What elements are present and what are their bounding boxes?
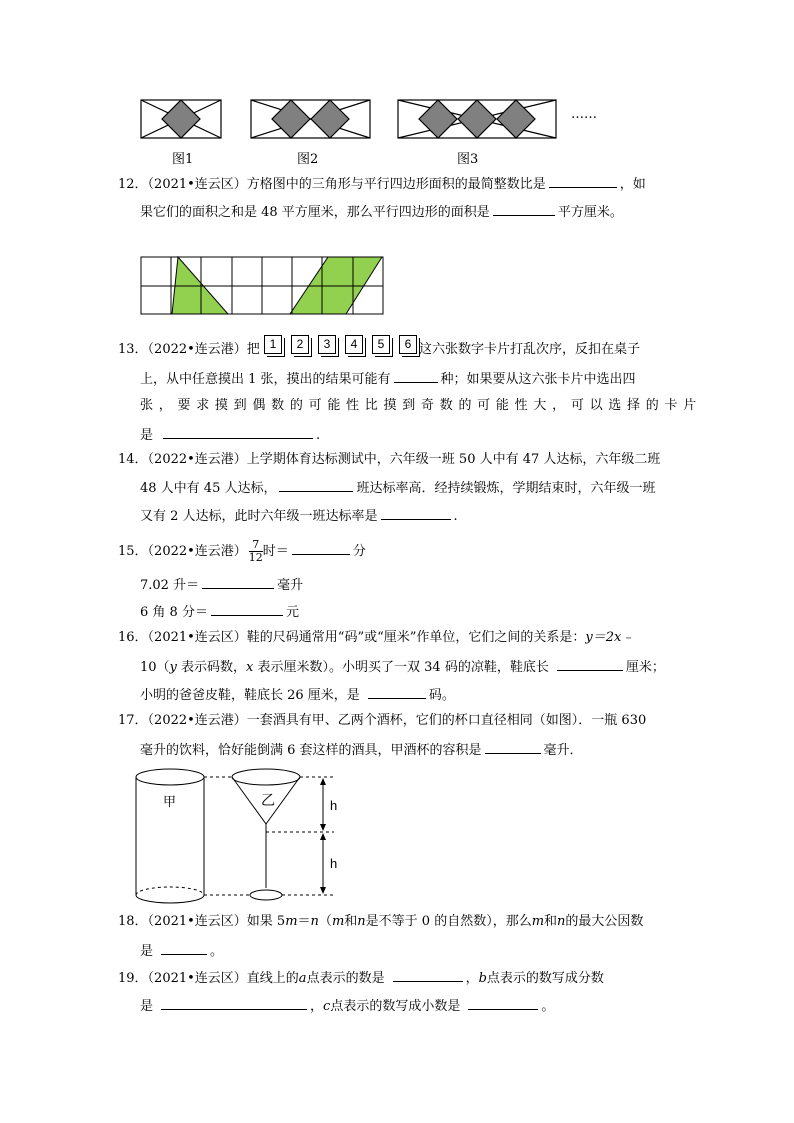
q19-blank-2[interactable] [161, 995, 307, 1010]
q12-grid-figure [140, 256, 385, 316]
q14-line3: 又有 2 人达标，此时六年级一班达标率是 . [140, 505, 458, 527]
cup-yi-label: 乙 [261, 793, 275, 809]
q17-blank-1[interactable] [485, 739, 541, 754]
q15-blank-3[interactable] [211, 601, 283, 616]
q16-line1: 16．（2021•连云区）鞋的尺码通常用“码”或“厘米”作单位，它们之间的关系是：y＝2x﹣ [118, 630, 635, 645]
q13-line1: 13．（2022•连云港）把 1 2 3 4 5 6 这六张数字卡片打乱次序，反扣在桌子 [118, 337, 640, 357]
q12-line1: 12．（2021•连云区）方格图中的三角形与平行四边形面积的最简整数比是 ，如 [118, 173, 646, 195]
card-5: 5 [372, 335, 390, 354]
card-4: 4 [345, 335, 363, 354]
q17-line1: 17．（2022•连云港）一套酒具有甲、乙两个酒杯，它们的杯口直径相同（如图）．一瓶 630 [118, 713, 647, 728]
q19-line2: 是 ，c点表示的数写成小数是 。 [140, 995, 554, 1017]
figure-1-caption: 图1 [172, 152, 194, 167]
card-1: 1 [264, 335, 282, 354]
q19-line1: 19．（2021•连云区）直线上的a点表示的数是 ，b点表示的数写成分数 [118, 967, 604, 989]
height-label-1: h [330, 798, 338, 813]
q16-line2: 10（y 表示码数，x 表示厘米数）。小明买了一双 34 码的凉鞋，鞋底长 厘米； [140, 656, 665, 678]
q15-line1: 15．（2022•连云港） $\frac{7}{12}$ 时＝ 分 [118, 538, 366, 564]
height-label-2: h [330, 856, 338, 871]
q15-line2: 7.02 升＝ 毫升 [140, 574, 303, 596]
figure-3 [398, 100, 556, 138]
q12-line2: 果它们的面积之和是 48 平方厘米，那么平行四边形的面积是 平方厘米。 [140, 201, 623, 223]
q12-blank-1[interactable] [549, 173, 617, 188]
q13-blank-1[interactable] [394, 368, 438, 383]
card-6: 6 [399, 335, 417, 354]
q14-line2: 48 人中有 45 人达标， 班达标率高．经持续锻炼，学期结束时，六年级一班 [140, 477, 656, 499]
q12-blank-2[interactable] [493, 201, 555, 216]
q15-line3: 6 角 8 分＝ 元 [140, 601, 299, 623]
q13-line3: 张 ， 要 求 摸 到 偶 数 的 可 能 性 比 摸 到 奇 数 的 可 能 性 大 ， 可 以 选 择 的 卡 片 [140, 398, 698, 413]
q14-blank-2[interactable] [381, 505, 451, 520]
q13-line4: 是 . [140, 424, 320, 446]
figure-ellipsis: …… [571, 107, 597, 122]
q17-line2: 毫升的饮料，恰好能倒满 6 套这样的酒具，甲酒杯的容积是 毫升． [140, 739, 583, 761]
q16-blank-1[interactable] [557, 656, 623, 671]
figure-2 [251, 100, 370, 138]
q16-line3: 小明的爸爸皮鞋，鞋底长 26 厘米，是 码。 [140, 684, 455, 706]
q14-blank-1[interactable] [279, 477, 353, 492]
q18-line1: 18．（2021•连云区）如果 5m＝n（m和n是不等于 0 的自然数），那么m和n的最大公因数 [118, 914, 644, 929]
q16-blank-2[interactable] [368, 684, 426, 699]
q17-cups-figure [130, 762, 350, 904]
q13-blank-2[interactable] [163, 424, 313, 439]
figure-2-caption: 图2 [297, 152, 319, 167]
q18-line2: 是 。 [140, 940, 223, 962]
card-3: 3 [318, 335, 336, 354]
q14-line1: 14．（2022•连云港）上学期体育达标测试中，六年级一班 50 人中有 47 人达标，六年级二班 [118, 452, 661, 467]
q15-blank-1[interactable] [292, 540, 350, 555]
q15-blank-2[interactable] [202, 574, 274, 589]
pattern-figures [0, 0, 794, 170]
q19-blank-3[interactable] [468, 995, 538, 1010]
figure-3-caption: 图3 [457, 152, 479, 167]
figure-1 [141, 100, 221, 138]
q13-line2: 上，从中任意摸出 1 张，摸出的结果可能有 种；如果要从这六张卡片中选出四 [140, 368, 636, 390]
q18-blank-1[interactable] [161, 940, 207, 955]
q15-fraction: $\frac{7}{12}$ [248, 538, 263, 564]
q19-blank-1[interactable] [393, 967, 463, 982]
cup-jia-label: 甲 [163, 795, 177, 810]
card-2: 2 [291, 335, 309, 354]
